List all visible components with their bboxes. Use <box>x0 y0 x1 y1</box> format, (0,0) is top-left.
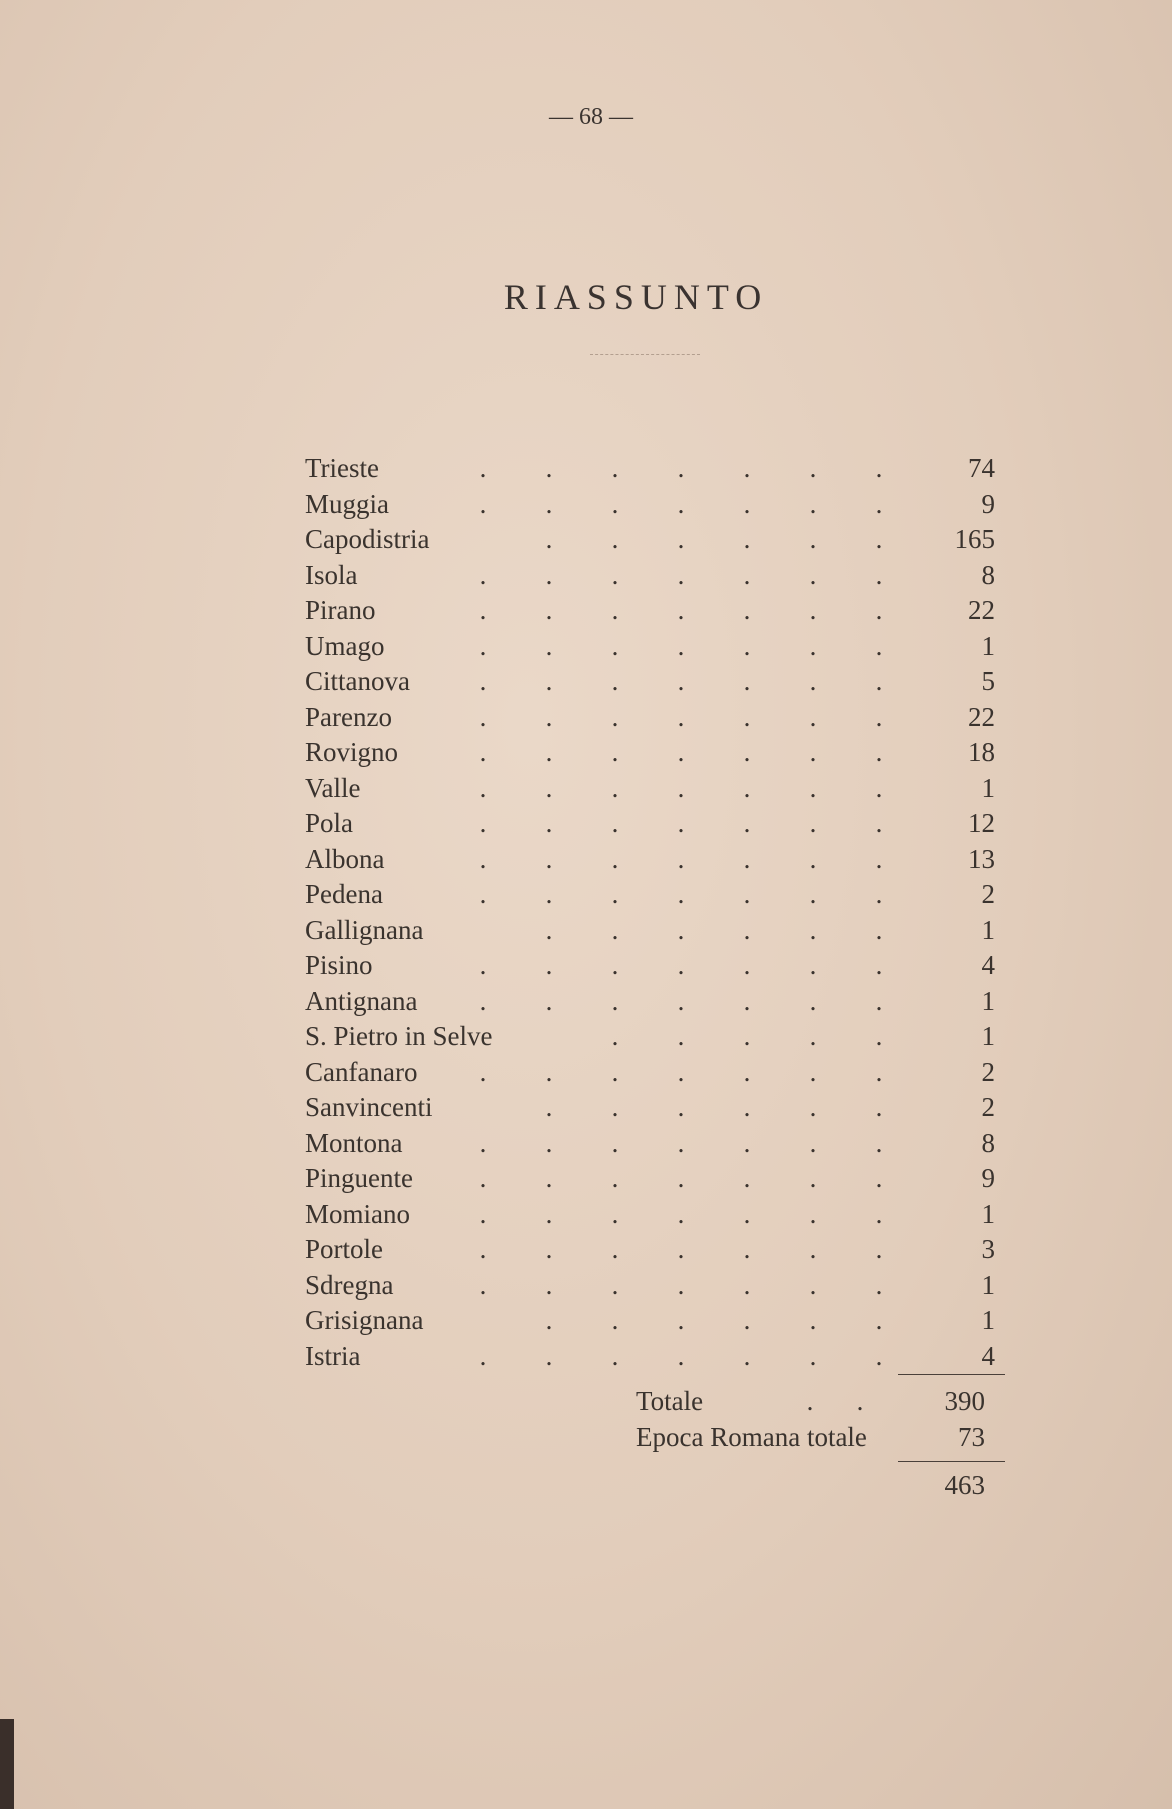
place-name: Canfanaro <box>305 1056 418 1087</box>
leader-dots: . . . . . . <box>545 524 883 554</box>
count-value: 2 <box>981 879 995 909</box>
count-value: 5 <box>981 666 995 696</box>
place-name: Parenzo <box>305 701 392 732</box>
place-name: Pisino <box>305 950 373 980</box>
place-name: Rovigno <box>305 737 399 767</box>
place-name: S. Pietro in Selve <box>305 1021 493 1051</box>
leader-dots: . . . . . . <box>545 914 883 945</box>
count-value: 3 <box>981 1234 995 1264</box>
leader-dots: . . . . . . . <box>479 701 883 732</box>
count-value: 2 <box>981 1092 995 1122</box>
place-name: Sanvincenti <box>305 1092 433 1122</box>
table-row <box>305 844 995 874</box>
totale-value: 390 <box>944 1386 985 1416</box>
totale-dots: . . <box>806 1386 864 1416</box>
leader-dots: . . . . . . . <box>479 453 883 483</box>
place-name: Montona <box>305 1127 403 1158</box>
count-value: 9 <box>981 1163 995 1193</box>
subtotal-rule <box>898 1374 1005 1375</box>
table-row <box>305 986 995 1016</box>
table-row <box>305 879 995 909</box>
table-row <box>305 489 995 519</box>
place-name: Valle <box>305 772 361 803</box>
place-name: Pirano <box>305 595 376 625</box>
table-row <box>305 595 995 625</box>
place-name: Istria <box>305 1340 361 1371</box>
leader-dots: . . . . . . . <box>479 1234 883 1264</box>
table-row <box>305 560 995 590</box>
count-value: 9 <box>981 488 995 519</box>
leader-dots: . . . . . . . <box>479 666 883 696</box>
grand-total-value: 463 <box>944 1470 985 1500</box>
romana-label: Epoca Romana totale <box>636 1422 867 1452</box>
leader-dots: . . . . . . . <box>479 808 883 838</box>
place-name: Pedena <box>305 879 383 909</box>
count-value: 165 <box>954 524 995 554</box>
table-row <box>305 1199 995 1229</box>
count-value: 1 <box>981 1269 995 1300</box>
leader-dots: . . . . . . . <box>479 879 883 909</box>
leader-dots: . . . . . . . <box>479 950 883 980</box>
place-name: Momiano <box>305 1198 410 1229</box>
leader-dots: . . . . . . . <box>479 737 883 767</box>
table-row <box>305 1057 995 1087</box>
table-row <box>305 915 995 945</box>
leader-dots: . . . . . . . <box>479 1163 883 1193</box>
place-name: Sdregna <box>305 1269 394 1300</box>
table-row <box>305 1021 995 1051</box>
place-name: Muggia <box>305 488 389 519</box>
table-row <box>305 1128 995 1158</box>
leader-dots: . . . . . . <box>545 1305 883 1335</box>
place-name: Isola <box>305 559 358 590</box>
title-ornament <box>590 354 700 359</box>
leader-dots: . . . . . . . <box>479 630 883 661</box>
count-value: 1 <box>981 1198 995 1229</box>
table-row <box>305 808 995 838</box>
place-name: Pinguente <box>305 1163 413 1193</box>
table-row <box>305 1234 995 1264</box>
leader-dots: . . . . . <box>611 1021 883 1051</box>
table-row <box>305 453 995 483</box>
count-value: 4 <box>981 950 995 980</box>
place-name: Gallignana <box>305 914 424 945</box>
leader-dots: . . . . . . . <box>479 843 883 874</box>
leader-dots: . . . . . . . <box>479 1269 883 1300</box>
count-value: 12 <box>968 808 995 838</box>
place-name: Albona <box>305 843 385 874</box>
count-value: 74 <box>968 453 995 483</box>
table-row <box>305 950 995 980</box>
table-row <box>305 1305 995 1335</box>
count-value: 13 <box>968 843 995 874</box>
leader-dots: . . . . . . . <box>479 1340 883 1371</box>
leader-dots: . . . . . . <box>545 1092 883 1122</box>
place-name: Capodistria <box>305 524 430 554</box>
page-number: — 68 — <box>549 104 633 130</box>
page-title: RIASSUNTO <box>503 277 769 317</box>
count-value: 8 <box>981 1127 995 1158</box>
count-value: 1 <box>981 772 995 803</box>
leader-dots: . . . . . . . <box>479 488 883 519</box>
romana-value: 73 <box>958 1422 985 1452</box>
table-row <box>305 1341 995 1371</box>
place-name: Trieste <box>305 453 380 483</box>
table-row <box>305 1270 995 1300</box>
leader-dots: . . . . . . . <box>479 1056 883 1087</box>
leader-dots: . . . . . . . <box>479 1127 883 1158</box>
leader-dots: . . . . . . . <box>479 1198 883 1229</box>
table-row <box>305 631 995 661</box>
count-value: 1 <box>981 1021 995 1051</box>
count-value: 2 <box>981 1056 995 1087</box>
table-row <box>305 666 995 696</box>
count-value: 22 <box>968 595 995 625</box>
place-name: Antignana <box>305 985 418 1016</box>
place-name: Cittanova <box>305 666 410 696</box>
leader-dots: . . . . . . . <box>479 772 883 803</box>
count-value: 1 <box>981 1305 995 1335</box>
table-row <box>305 1092 995 1122</box>
count-value: 1 <box>981 985 995 1016</box>
place-name: Portole <box>305 1234 383 1264</box>
count-value: 4 <box>981 1340 995 1371</box>
leader-dots: . . . . . . . <box>479 559 883 590</box>
count-value: 18 <box>968 737 995 767</box>
table-row <box>305 737 995 767</box>
count-value: 8 <box>981 559 995 590</box>
table-row <box>305 524 995 554</box>
totale-label: Totale <box>636 1386 704 1416</box>
table-row <box>305 702 995 732</box>
table-row <box>305 773 995 803</box>
total-rule <box>898 1461 1005 1462</box>
place-name: Pola <box>305 808 354 838</box>
table-row <box>305 1163 995 1193</box>
place-name: Umago <box>305 630 385 661</box>
leader-dots: . . . . . . . <box>479 985 883 1016</box>
count-value: 1 <box>981 914 995 945</box>
leader-dots: . . . . . . . <box>479 595 883 625</box>
count-value: 1 <box>981 630 995 661</box>
place-name: Grisignana <box>305 1305 424 1335</box>
count-value: 22 <box>968 701 995 732</box>
